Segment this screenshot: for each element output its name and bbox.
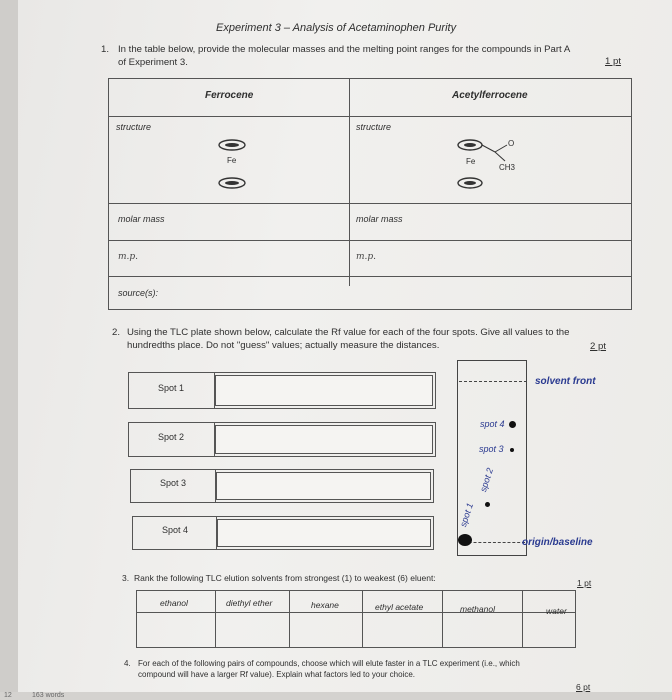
rank-input-ethanol[interactable] (137, 614, 214, 647)
page-title: Experiment 3 – Analysis of Acetaminophen Purity (216, 22, 457, 34)
tlc-spot2-label: spot 2 (478, 466, 496, 494)
q1-text-line2: of Experiment 3. (118, 57, 188, 68)
solvent-diethyl-ether: diethyl ether (226, 598, 273, 608)
structure-label-2: structure (356, 122, 392, 132)
spot4-label: Spot 4 (162, 525, 189, 535)
molar-mass-label-1: molar mass (118, 214, 165, 224)
acetyl-methyl-label: CH3 (499, 163, 516, 172)
spot1-label: Spot 1 (158, 383, 185, 393)
q1-table-row-line (108, 116, 632, 117)
solvent-front-line (459, 381, 527, 382)
spot4-answer-field[interactable] (217, 519, 431, 547)
q1-table-row-line (108, 276, 632, 277)
tlc-spot3-mark (510, 448, 514, 452)
solvent-ethanol: ethanol (160, 598, 188, 608)
acetylferrocene-fe-label: Fe (466, 157, 476, 166)
ferrocene-header: Ferrocene (205, 90, 254, 101)
q3-points: 1 pt (577, 578, 592, 588)
tlc-spot4-label: spot 4 (480, 419, 505, 429)
solvent-methanol: methanol (460, 604, 495, 614)
tlc-spot4-mark (509, 421, 516, 428)
q1-number: 1. (101, 44, 110, 55)
q4-points: 6 pt (576, 682, 591, 692)
rank-input-ethyl-acetate[interactable] (363, 614, 441, 647)
solvent-front-label: solvent front (535, 376, 596, 387)
tlc-spot2-mark (485, 502, 490, 507)
ferrocene-fe-label: Fe (227, 156, 237, 165)
solvent-table-row-line (136, 612, 576, 613)
word-status-bar (0, 692, 672, 700)
spot1-answer-field[interactable] (215, 375, 433, 406)
page-count: 12 (4, 692, 12, 699)
structure-label-1: structure (116, 122, 152, 132)
q1-text-line1: In the table below, provide the molecular masses and the melting point ranges for the compounds in Part A (118, 44, 571, 55)
solvent-ethyl-acetate: ethyl acetate (375, 602, 424, 612)
mp-label-2: m.p. (356, 252, 377, 262)
acetyl-oxygen-label: O (508, 139, 515, 148)
molar-mass-label-2: molar mass (356, 214, 403, 224)
rank-input-methanol[interactable] (443, 614, 521, 647)
acetylferrocene-header: Acetylferrocene (452, 90, 528, 101)
q1-table-col-divider (349, 78, 350, 286)
origin-baseline-label: origin/baseline (522, 537, 593, 548)
spot2-answer-field[interactable] (215, 425, 433, 454)
tlc-spot1-mark (458, 534, 472, 546)
q1-table-row-line (108, 240, 632, 241)
q4-text-line1: For each of the following pairs of compounds, choose which will elute faster in a TLC experiment (i.e., which (138, 659, 520, 668)
q2-text-line1: Using the TLC plate shown below, calculate the Rf value for each of the four spots. Give all values to the (127, 327, 570, 338)
solvent-water: water (546, 606, 567, 616)
tlc-spot3-label: spot 3 (479, 444, 504, 454)
rank-input-hexane[interactable] (290, 614, 361, 647)
rank-input-diethyl-ether[interactable] (216, 614, 288, 647)
q3-number: 3. (122, 573, 130, 583)
tlc-spot1-label: spot 1 (458, 501, 476, 529)
q4-number: 4. (124, 659, 131, 668)
q2-text-line2: hundredths place. Do not "guess" values; actually measure the distances. (127, 340, 440, 351)
solvent-hexane: hexane (311, 600, 339, 610)
q4-text-line2: compound will have a larger Rf value). Explain what factors led to your choice. (138, 670, 416, 679)
q3-text: Rank the following TLC elution solvents from strongest (1) to weakest (6) eluent: (134, 573, 436, 583)
mp-label-1: m.p. (118, 252, 139, 262)
q1-table-row-line (108, 203, 632, 204)
rank-input-water[interactable] (523, 614, 575, 647)
q2-points: 2 pt (590, 341, 607, 352)
word-count: 163 words (32, 692, 65, 699)
q1-points: 1 pt (605, 56, 622, 67)
q2-number: 2. (112, 327, 121, 338)
spot3-answer-field[interactable] (216, 472, 431, 500)
sources-label: source(s): (118, 288, 159, 298)
spot3-label: Spot 3 (160, 478, 187, 488)
spot2-label: Spot 2 (158, 432, 185, 442)
